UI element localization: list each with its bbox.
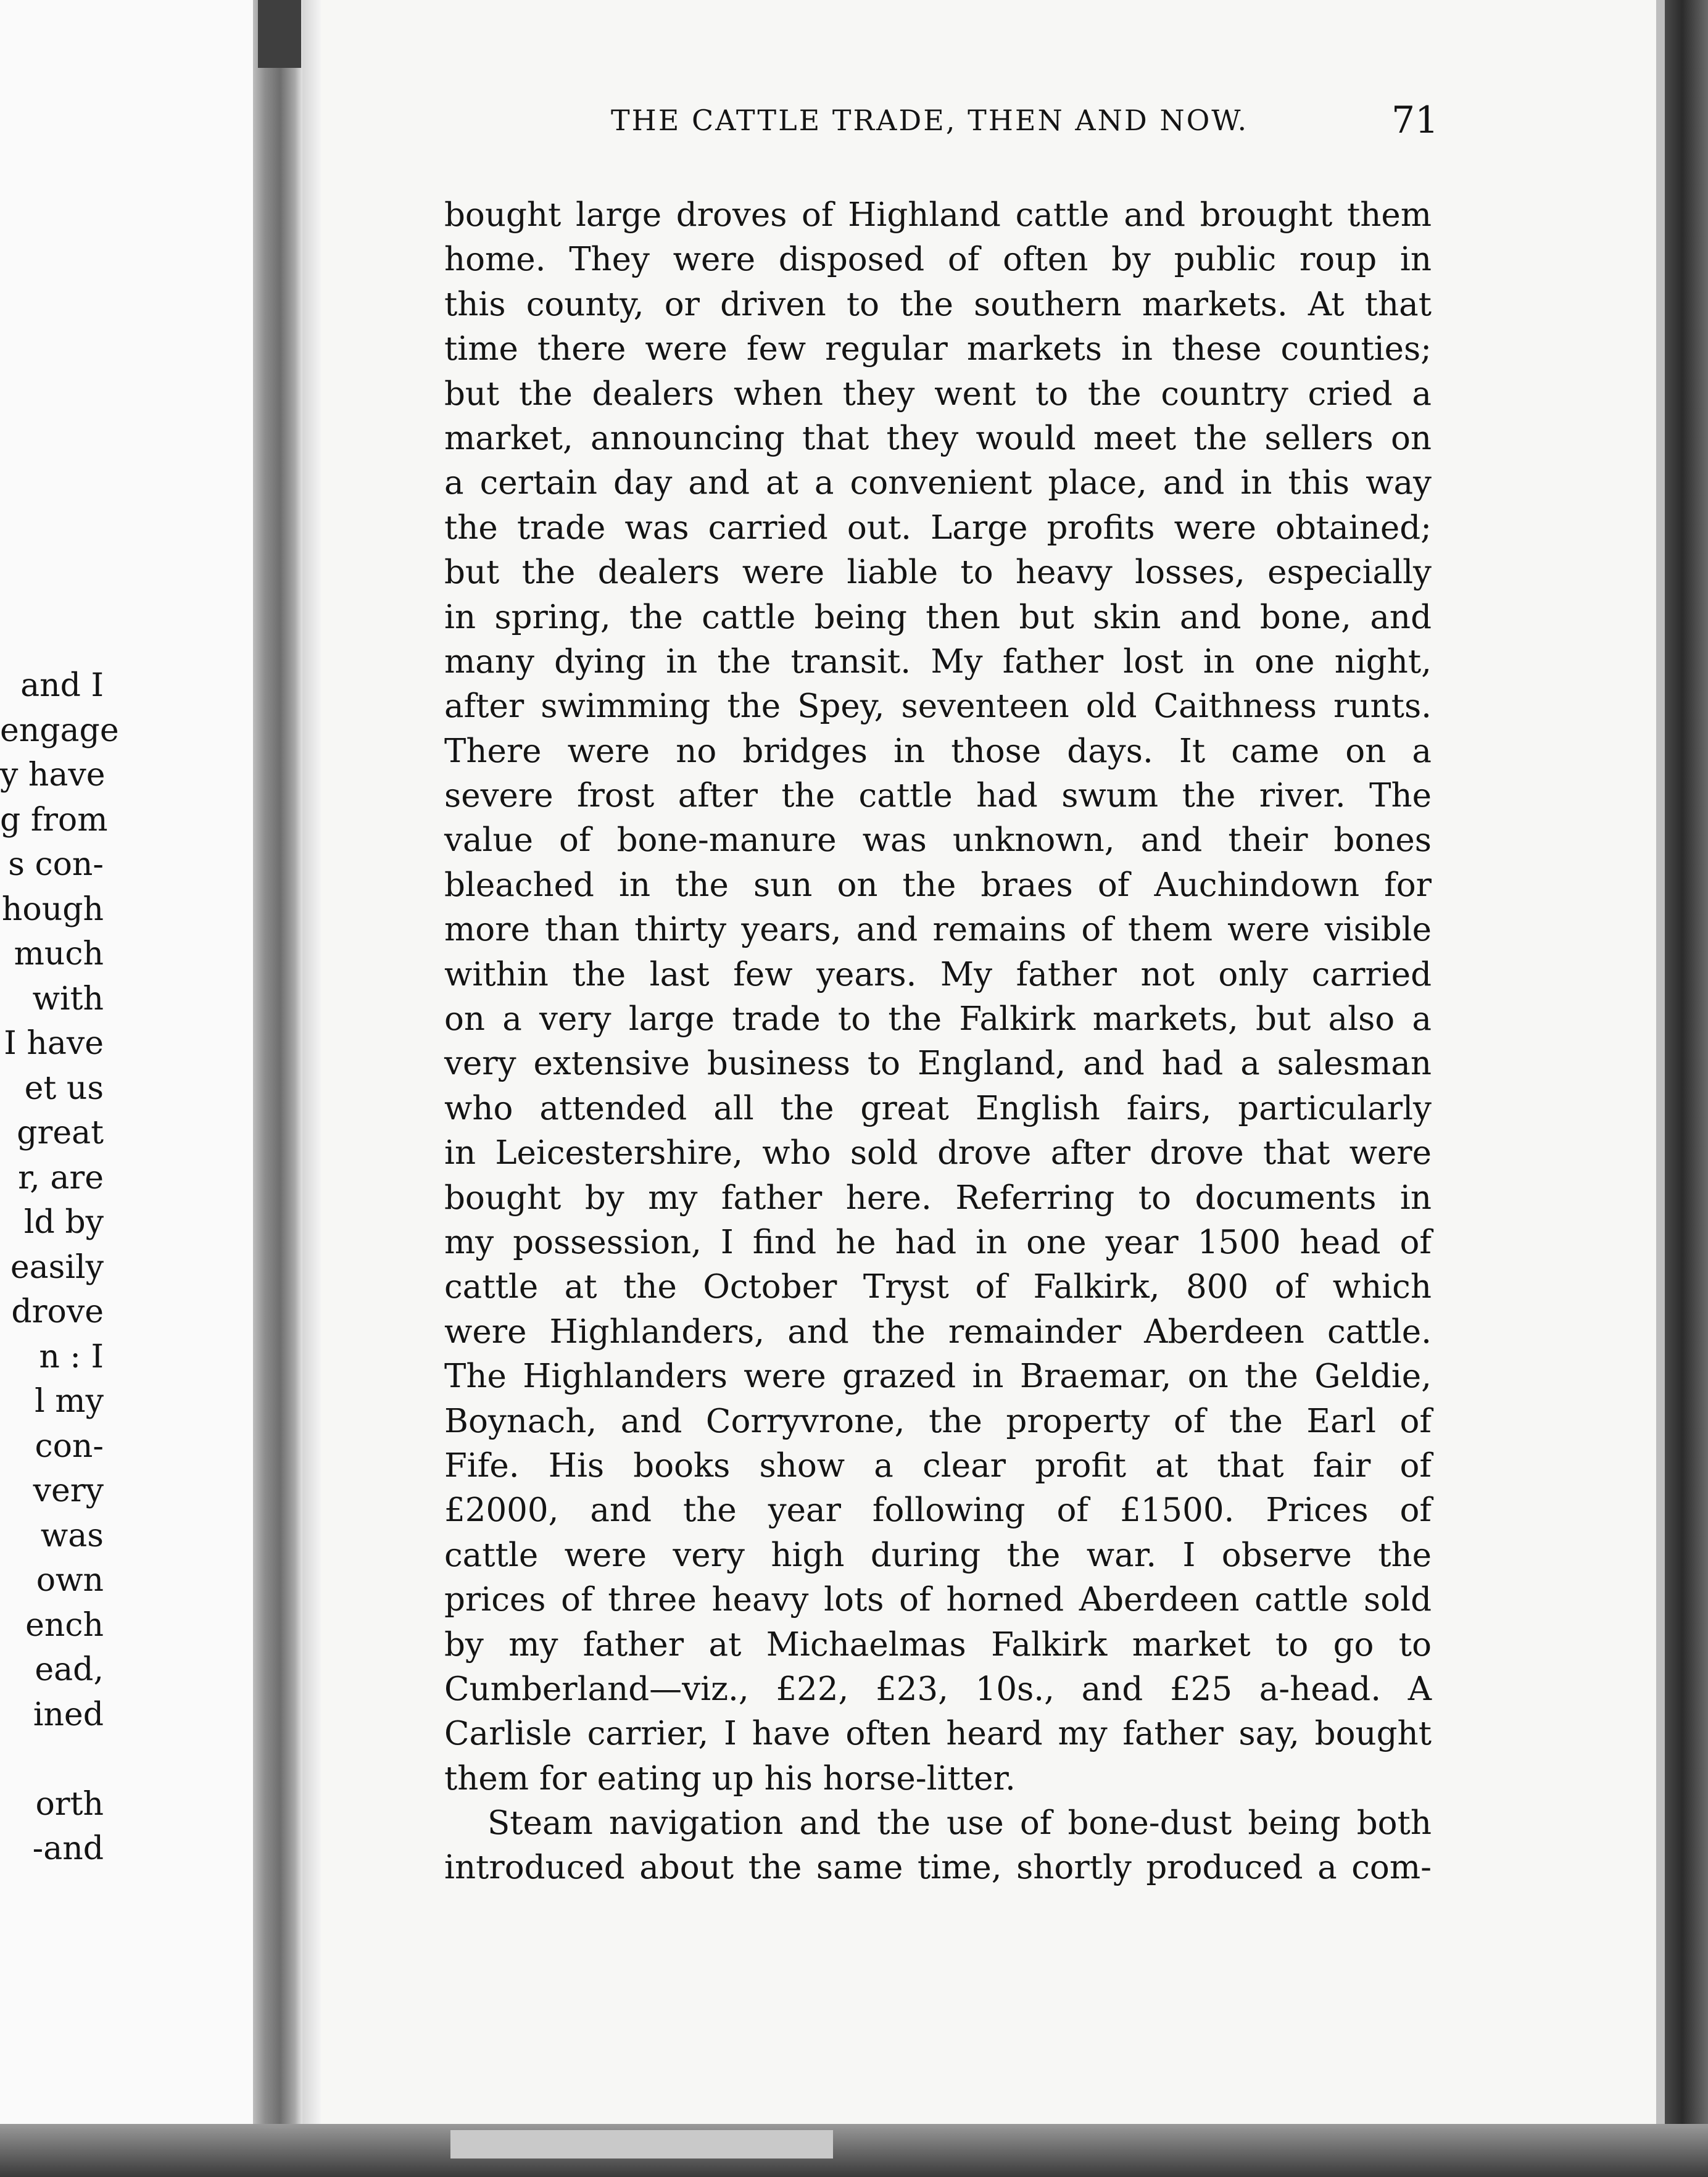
- text-line: Fife. His books show a clear profit at that fair of: [444, 1446, 1432, 1485]
- left-fragment: y have: [0, 757, 106, 794]
- running-head: THE CATTLE TRADE, THEN AND NOW.: [611, 104, 1249, 137]
- book-edge-bottom: [0, 2124, 1708, 2177]
- text-line: within the last few years. My father not only carried: [444, 955, 1432, 993]
- text-line: but the dealers were liable to heavy losses, especially: [444, 554, 1432, 592]
- left-fragment: s con-: [8, 846, 104, 883]
- left-fragment: much: [14, 935, 104, 972]
- text-line: time there were few regular markets in these counties;: [444, 330, 1432, 368]
- text-line: Boynach, and Corryvrone, the property of the Earl of: [444, 1402, 1432, 1440]
- left-fragment: drove: [11, 1293, 104, 1330]
- text-line: after swimming the Spey, seventeen old Caithness runts.: [444, 687, 1432, 726]
- left-fragment: l my: [35, 1383, 104, 1420]
- book-gutter: [253, 0, 302, 2177]
- left-fragment: easily: [10, 1248, 104, 1286]
- left-fragment: et us: [24, 1069, 104, 1107]
- text-line: prices of three heavy lots of horned Aberdeen cattle sold: [444, 1581, 1432, 1619]
- left-fragment: ead,: [35, 1651, 104, 1688]
- left-fragment: orth: [35, 1785, 104, 1823]
- text-line: my possession, I find he had in one year 1500 head of: [444, 1223, 1432, 1261]
- left-fragment-gap: [0, 1737, 104, 1782]
- gutter-shadow: [258, 0, 301, 68]
- text-line: the trade was carried out. Large profits were obtained;: [444, 508, 1432, 547]
- page-number: 71: [1391, 99, 1439, 142]
- text-line: Cumberland—viz., £22, £23, 10s., and £25 a-head. A: [444, 1670, 1432, 1708]
- page-edge-shadow: [1656, 0, 1665, 2177]
- book-edge-tab: [450, 2130, 833, 2158]
- text-line: in spring, the cattle being then but skin and bone, and: [444, 598, 1432, 636]
- left-page-text: [0, 663, 119, 1872]
- text-line: a certain day and at a convenient place, and in this way: [444, 464, 1432, 502]
- text-line: introduced about the same time, shortly produced a com-: [444, 1849, 1432, 1887]
- text-line: cattle at the October Tryst of Falkirk, 800 of which: [444, 1268, 1432, 1306]
- left-fragment: n : I: [39, 1338, 104, 1375]
- left-fragment: ench: [25, 1606, 104, 1644]
- text-line: more than thirty years, and remains of them were visible: [444, 911, 1432, 949]
- text-line: this county, or driven to the southern markets. At that: [444, 285, 1432, 323]
- left-fragment: hough: [1, 890, 104, 928]
- left-fragment: I have: [4, 1025, 104, 1062]
- book-edge-right: [1665, 0, 1708, 2177]
- left-fragment: was: [40, 1517, 104, 1554]
- text-line: very extensive business to England, and had a salesman: [444, 1045, 1432, 1083]
- text-line: on a very large trade to the Falkirk markets, but also a: [444, 1000, 1432, 1039]
- text-line: cattle were very high during the war. I observe the: [444, 1536, 1432, 1574]
- text-line: Carlisle carrier, I have often heard my father say, bought: [444, 1715, 1432, 1753]
- left-fragment: ined: [33, 1696, 104, 1733]
- text-line: market, announcing that they would meet the sellers on: [444, 419, 1432, 457]
- text-line: by my father at Michaelmas Falkirk market to go to: [444, 1625, 1432, 1664]
- text-line: home. They were disposed of often by public roup in: [444, 241, 1432, 279]
- left-facing-page: [0, 0, 253, 2177]
- left-fragment: very: [33, 1472, 104, 1509]
- text-line: There were no bridges in those days. It came on a: [444, 732, 1432, 770]
- gutter-highlight: [302, 0, 321, 2177]
- text-line: value of bone-manure was unknown, and their bones: [444, 821, 1432, 860]
- text-line: but the dealers when they went to the country cried a: [444, 375, 1432, 413]
- text-line: £2000, and the year following of £1500. Prices of: [444, 1491, 1432, 1530]
- text-line: in Leicestershire, who sold drove after drove that were: [444, 1134, 1432, 1172]
- left-fragment: con-: [35, 1427, 104, 1465]
- left-fragment: engage: [0, 711, 119, 749]
- left-fragment: r, are: [18, 1159, 104, 1196]
- left-fragment: g from: [0, 801, 108, 839]
- text-line: The Highlanders were grazed in Braemar, on the Geldie,: [444, 1358, 1432, 1396]
- left-fragment: great: [17, 1114, 104, 1151]
- text-line: bought large droves of Highland cattle and brought them: [444, 196, 1432, 234]
- left-fragment: -and: [32, 1830, 104, 1867]
- text-line: were Highlanders, and the remainder Aberdeen cattle.: [444, 1312, 1432, 1351]
- body-text: [444, 193, 1432, 1891]
- left-fragment: and I: [20, 667, 104, 704]
- left-fragment: own: [36, 1562, 104, 1599]
- text-line: who attended all the great English fairs, particularly: [444, 1089, 1432, 1127]
- text-line-paragraph-end: them for eating up his horse-litter.: [444, 1759, 1016, 1798]
- text-line: many dying in the transit. My father lost in one night,: [444, 642, 1432, 681]
- text-line: severe frost after the cattle had swum the river. The: [444, 777, 1432, 815]
- left-fragment: ld by: [23, 1204, 104, 1241]
- text-line-paragraph-start: Steam navigation and the use of bone-dust being both: [487, 1804, 1432, 1843]
- text-line: bleached in the sun on the braes of Auchindown for: [444, 866, 1432, 904]
- text-line: bought by my father here. Referring to documents in: [444, 1179, 1432, 1217]
- left-fragment: with: [32, 980, 104, 1018]
